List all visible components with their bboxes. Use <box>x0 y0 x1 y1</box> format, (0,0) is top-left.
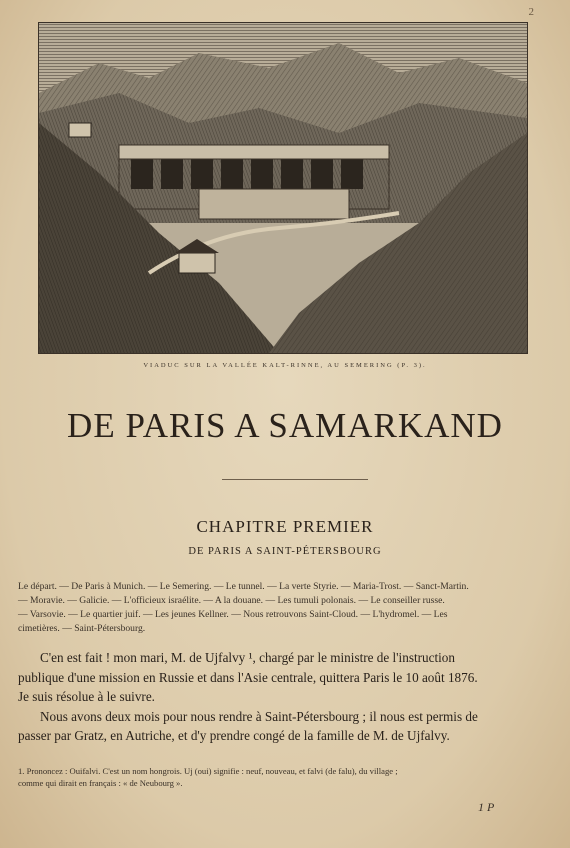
footnote <box>18 765 558 789</box>
body-line: publique d'une mission en Russie et dans l'Asie centrale, quittera Paris le 10 août 1876. <box>18 669 478 685</box>
viaduct-engraving <box>38 22 528 354</box>
chapter-heading: CHAPITRE PREMIER <box>196 517 374 536</box>
body-line: Nous avons deux mois pour nous rendre à Saint-Pétersbourg ; il nous est permis de <box>40 708 478 724</box>
title-divider <box>222 479 368 480</box>
chapter-summary <box>18 580 558 636</box>
body-text <box>18 648 558 746</box>
body-line: Je suis résolue à le suivre. <box>18 689 155 704</box>
chapter-subtitle: DE PARIS A SAINT-PÉTERSBOURG <box>188 546 382 557</box>
summary-line: — Moravie. — Galicie. — L'officieux israélite. — A la douane. — Les tumuli polonais. — Le conseiller russe. <box>18 595 445 606</box>
page-corner-mark: 2 <box>528 6 534 18</box>
summary-line: Le départ. — De Paris à Munich. — Le Semering. — Le tunnel. — La verte Styrie. — Maria-Trost. — Sanct-Martin. <box>18 581 469 592</box>
body-line: passer par Gratz, en Autriche, et d'y prendre congé de la famille de M. de Ujfalvy. <box>18 728 450 743</box>
engraving-illustration <box>39 23 527 353</box>
book-title: DE PARIS A SAMARKAND <box>67 406 503 445</box>
body-line: C'en est fait ! mon mari, M. de Ujfalvy ¹, chargé par le ministre de l'instruction <box>40 650 455 665</box>
illustration-caption: VIADUC SUR LA VALLÉE KALT-RINNE, AU SEMERING (P. 3). <box>143 362 427 369</box>
folio-mark: 1 P <box>478 800 495 814</box>
footnote-line: 1. Prononcez : Ouifalvi. C'est un nom hongrois. Uj (oui) signifie : neuf, nouveau, et falvi (de falu), du village ; <box>18 766 398 776</box>
summary-line: — Varsovie. — Le quartier juif. — Les jeunes Kellner. — Nous retrouvons Saint-Cloud. — L'hydromel. — Les <box>18 609 448 620</box>
footnote-line: comme qui dirait en français : « de Neubourg ». <box>18 778 183 788</box>
summary-line: cimetières. — Saint-Pétersbourg. <box>18 623 146 634</box>
